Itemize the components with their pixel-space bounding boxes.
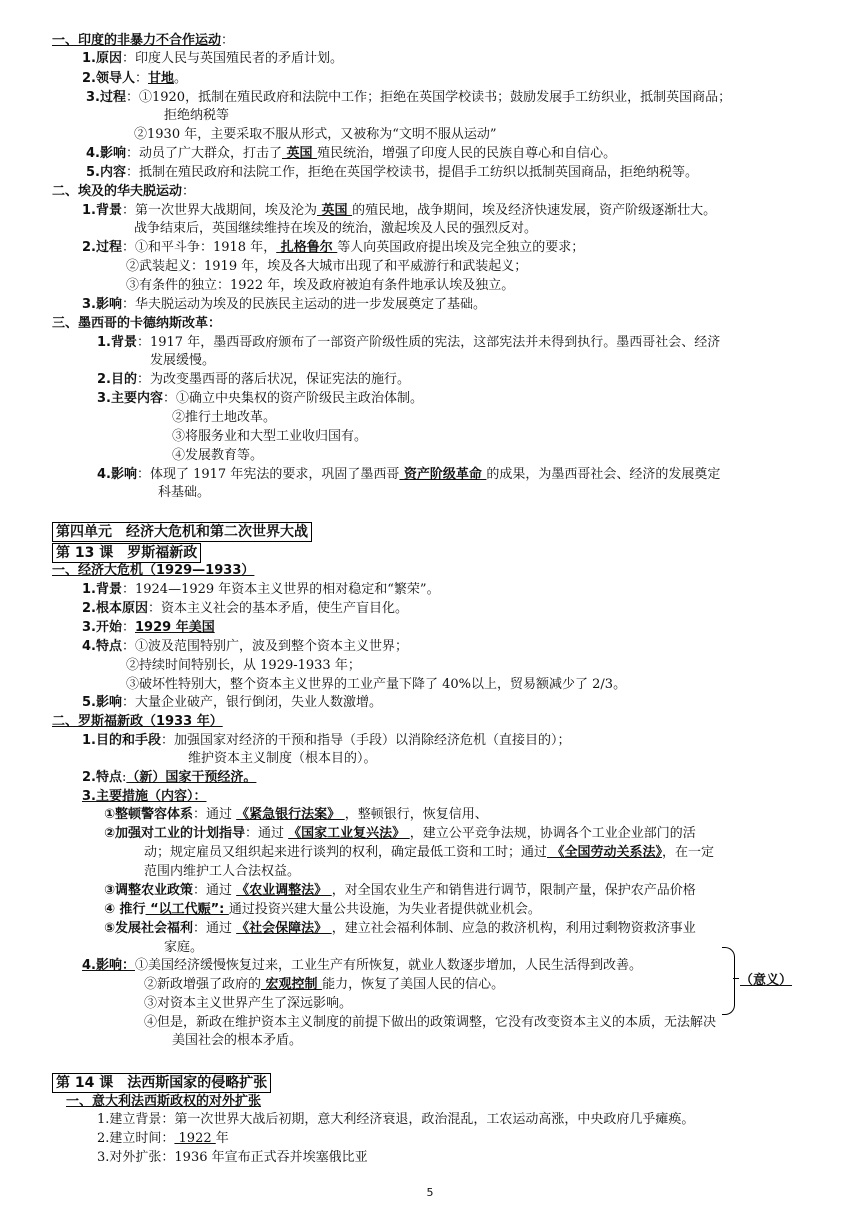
india-process-cont: 拒绝纳税等: [164, 108, 230, 123]
mexico-main-content: 3.主要内容：①确立中央集权的资产阶级民主政治体制。: [97, 391, 423, 406]
crisis-impact: 5.影响：大量企业破产，银行倒闭，失业人数激增。: [82, 695, 382, 710]
mexico-aim: 2.目的：为改变墨西哥的落后状况，保证宪法的施行。: [97, 372, 410, 387]
new-deal-aim: 1.目的和手段：加强国家对经济的干预和指导（手段）以消除经济危机（直接目的）；: [82, 733, 571, 748]
new-deal-effect-3: ③对资本主义世界产生了深远影响。: [144, 996, 353, 1011]
new-deal-effect-4-cont: 美国社会的根本矛盾。: [172, 1033, 303, 1048]
new-deal-effect-4: ④但是，新政在维护资本主义制度的前提下做出的政策调整，它没有改变资本主义的本质，无法解决: [144, 1015, 717, 1030]
new-deal-feature: 2.特点:（新）国家干预经济。: [82, 770, 257, 785]
measure-5: ⑤发展社会福利：通过 《社会保障法》 ，建立社会福利体制、应急的救济机构，利用过剩物资救济事业: [104, 921, 696, 936]
egypt-process: 2.过程：①和平斗争：1918 年， 扎格鲁尔 等人向英国政府提出埃及完全独立的要求；: [82, 240, 585, 255]
mexico-impact-cont: 科基础。: [158, 485, 211, 500]
unit-title: 第四单元 经济大危机和第二次世界大战: [52, 522, 312, 542]
measure-5-cont: 家庭。: [164, 940, 204, 955]
new-deal-aim-2: 维护资本主义制度（根本目的）。: [188, 751, 377, 766]
italy-expansion: 3.对外扩张：1936 年宣布正式吞并埃塞俄比亚: [97, 1150, 368, 1165]
crisis-background: 1.背景：1924—1929 年资本主义世界的相对稳定和“繁荣”。: [82, 582, 440, 597]
lesson-13-title: 第 13 课 罗斯福新政: [52, 543, 201, 563]
crisis-root-cause: 2.根本原因：资本主义社会的基本矛盾，使生产盲目化。: [82, 601, 408, 616]
crisis-feature-2: ②持续时间特别长，从 1929-1933 年；: [126, 658, 361, 673]
egypt-background: 1.背景：第一次世界大战期间，埃及沦为 英国 的殖民地，战争期间，埃及经济快速发展，资产阶级逐渐壮大。: [82, 203, 717, 218]
italy-time: 2.建立时间： 1922 年: [97, 1131, 229, 1146]
crisis-start: 3.开始：1929 年美国: [82, 620, 215, 635]
egypt-process-3: ③有条件的独立：1922 年，埃及政府被迫有条件地承认埃及独立。: [126, 278, 515, 293]
egypt-background-cont: 战争结束后，英国继续维持在埃及的统治，激起埃及人民的强烈反对。: [134, 221, 538, 236]
mexico-main-4: ④发展教育等。: [172, 448, 264, 463]
measure-4: ④ 推行 “以工代赈”: 通过投资兴建大量公共设施，为失业者提供就业机会。: [104, 902, 541, 917]
india-impact: 4.影响：动员了广大群众，打击了 英国 殖民统治，增强了印度人民的民族自尊心和自信心。: [86, 146, 617, 161]
new-deal-title: 二、罗斯福新政（1933 年）: [52, 714, 223, 729]
mexico-background-cont: 发展缓慢。: [150, 353, 216, 368]
section-egypt-title: 二、埃及的华夫脱运动：: [52, 184, 196, 199]
bracket-tip: [733, 978, 739, 979]
egypt-impact: 3.影响：华夫脱运动为埃及的民族民主运动的进一步发展奠定了基础。: [82, 297, 486, 312]
measures-title: 3.主要措施（内容）：: [82, 789, 207, 804]
india-process-2: ②1930 年，主要采取不服从形式，又被称为“文明不服从运动”: [134, 127, 497, 142]
italy-title: 一、意大利法西斯政权的对外扩张: [66, 1094, 262, 1109]
mexico-background: 1.背景：1917 年，墨西哥政府颁布了一部资产阶级性质的宪法，这部宪法并未得到执行。墨西哥社会、经济: [97, 335, 721, 350]
india-leader: 2.领导人：甘地。: [82, 71, 188, 86]
india-content: 5.内容：抵制在殖民政府和法院工作，拒绝在英国学校读书，提倡手工纺织以抵制英国商品，拒绝纳税等。: [86, 165, 698, 180]
mexico-impact: 4.影响：体现了 1917 年宪法的要求，巩固了墨西哥 资产阶级革命 的成果，为墨西哥社会、经济的发展奠定: [97, 467, 721, 482]
bracket: [722, 947, 735, 1015]
mexico-main-3: ③将服务业和大型工业收归国有。: [172, 429, 368, 444]
section-mexico-title: 三、墨西哥的卡德纳斯改革：: [52, 316, 222, 331]
new-deal-effect: 4.影响：①美国经济缓慢恢复过来，工业生产有所恢复，就业人数逐步增加，人民生活得到改善。: [82, 958, 642, 973]
india-cause: 1.原因：印度人民与英国殖民者的矛盾计划。: [82, 51, 343, 66]
italy-background: 1.建立背景：第一次世界大战后初期，意大利经济衰退，政治混乱，工农运动高涨，中央政府几乎瘫痪。: [97, 1112, 695, 1127]
crisis-feature-3: ③破坏性特别大，整个资本主义世界的工业产量下降了 40%以上，贸易额减少了 2/3。: [126, 677, 627, 692]
crisis-title: 一、经济大危机（1929—1933）: [52, 563, 255, 578]
crisis-features: 4.特点：①波及范围特别广，波及到整个资本主义世界；: [82, 639, 408, 654]
measure-2-cont-2: 范围内维护工人合法权益。: [144, 864, 301, 879]
measure-2-cont: 动；规定雇员又组织起来进行谈判的权利，确定最低工资和工时；通过 《全国劳动关系法》，在一定: [144, 845, 715, 860]
india-process: 3.过程：①1920，抵制在殖民政府和法院中工作；拒绝在英国学校读书；鼓励发展手工纺织业，抵制英国商品；: [86, 90, 732, 105]
page-number: 5: [426, 1186, 434, 1199]
section-india-title: 一、印度的非暴力不合作运动：: [52, 33, 235, 48]
measure-2: ②加强对工业的计划指导：通过 《国家工业复兴法》 ，建立公平竞争法规，协调各个工业企业部门的活: [104, 826, 696, 841]
measure-1: ①整顿警容体系：通过 《紧急银行法案》 ，整顿银行，恢复信用、: [104, 807, 488, 822]
meaning-label: （意义）: [740, 973, 793, 988]
egypt-process-2: ②武装起义：1919 年，埃及各大城市出现了和平威游行和武装起义；: [126, 259, 528, 274]
lesson-14-title: 第 14 课 法西斯国家的侵略扩张: [52, 1073, 271, 1093]
new-deal-effect-2: ②新政增强了政府的 宏观控制 能力，恢复了美国人民的信心。: [144, 977, 505, 992]
measure-3: ③调整农业政策：通过 《农业调整法》 ，对全国农业生产和销售进行调节，限制产量，保护农产品价格: [104, 883, 696, 898]
mexico-main-2: ②推行土地改革。: [172, 410, 277, 425]
